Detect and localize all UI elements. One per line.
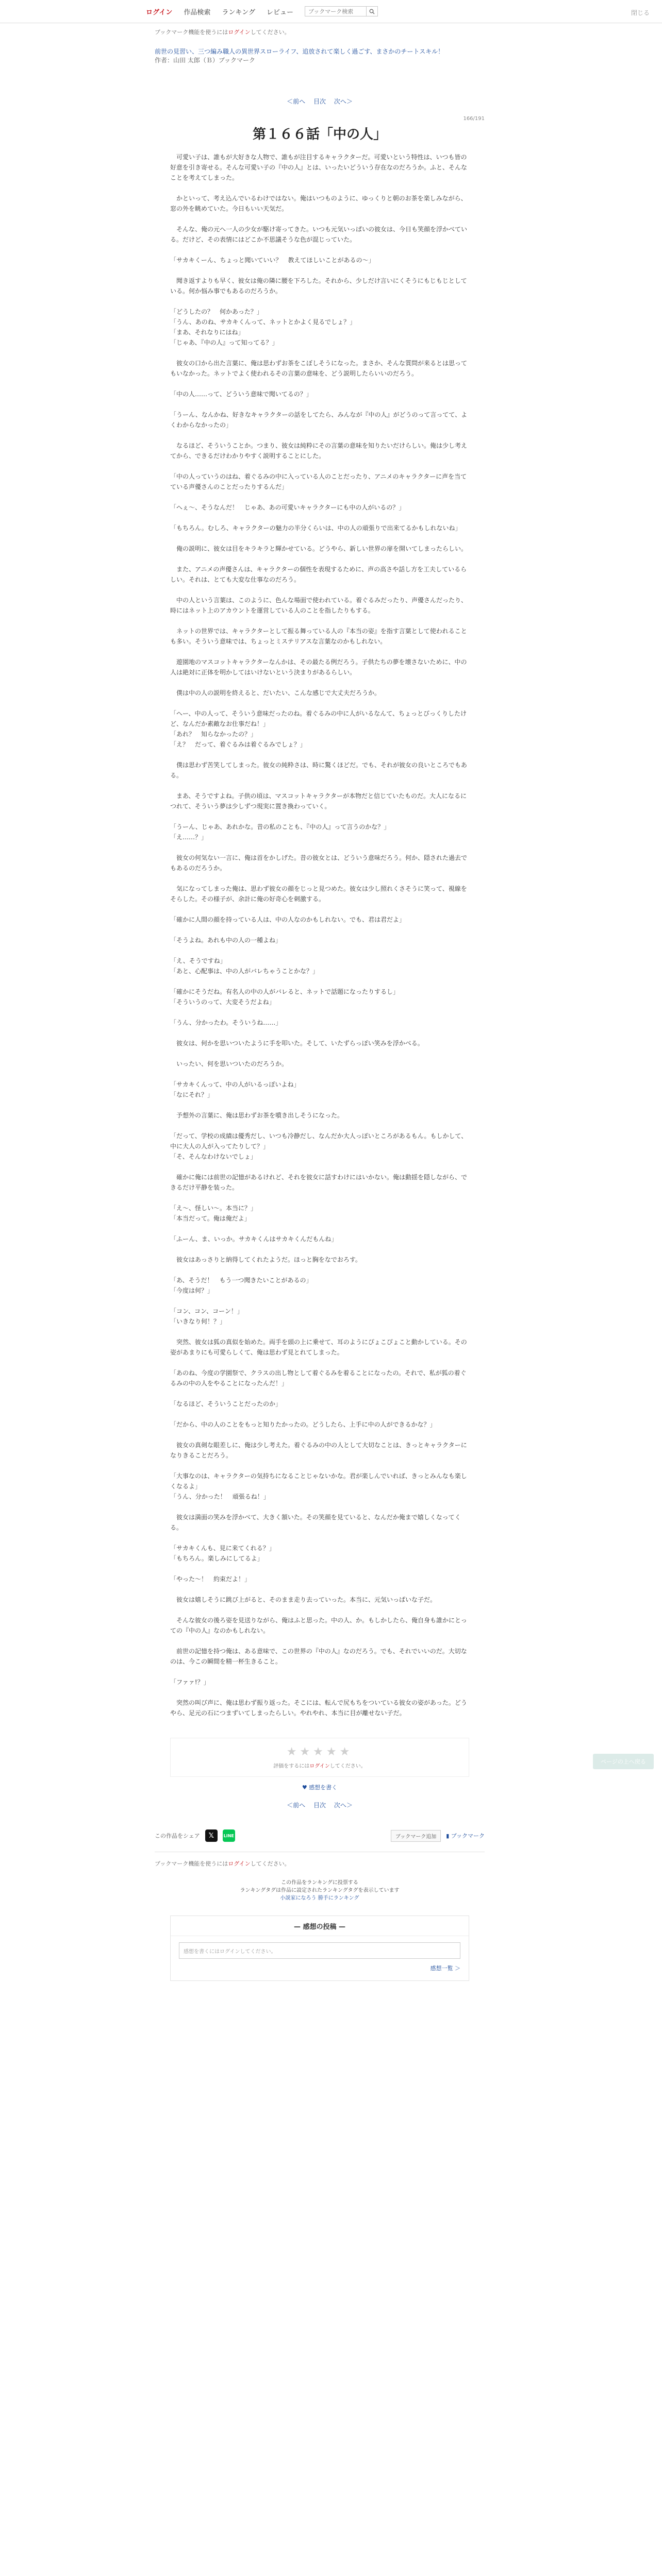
share-right [391,1830,485,1842]
body-paragraph: 「え～、怪しい～。本当に？」 「本当だって。俺は俺だよ」 [170,1205,257,1222]
body-paragraph: 「なるほど、そういうことだったのか」 [170,1400,282,1408]
author-line: 作者：山田 太郎（Ｂ）ブックマーク [155,57,255,64]
body-paragraph: 突然の叫び声に、俺は思わず振り返った。そこには、転んで尻もちをついている彼女の姿があった。どうやら、足元の石につまずいてしまったらしい。やれやれ、本当に目が離せない子だ。 [170,1699,467,1717]
body-paragraph: 彼女は満面の笑みを浮かべて、大きく頷いた。その笑顔を見ていると、なんだか俺まで嬉しくなってくる。 [170,1514,461,1531]
prev-link-bottom[interactable]: ＜前へ [287,1802,306,1809]
impressions-input[interactable]: 感想を書くにはログインしてください。 [179,1942,460,1959]
back-to-top-button[interactable]: ページの上へ戻る [593,1754,654,1769]
ranking-line-2: ランキングタグは作品に設定されたランキングタグを表示しています [240,1888,400,1893]
body-paragraph: 「だって、学校の成績は優秀だし、いつも冷静だし、なんだか大人っぽいところがあるもん。もしかして、中に大人の人が入ってたりして？」 「そ、そんなわけないでしょ」 [170,1132,468,1160]
review-link[interactable]: レビュー [267,8,294,16]
login-notice-bottom [155,1859,485,1868]
body-paragraph: 「やった～！ 約束だよ！」 [170,1575,251,1583]
body-paragraph: 「コン、コン、コーン！」 「いきなり何！？」 [170,1308,243,1325]
x-icon[interactable]: 𝕏 [205,1829,218,1842]
body-paragraph: 彼女の真剣な眼差しに、俺は少し考えた。着ぐるみの中の人として大切なことは、きっとキャラクターになりきることだろう。 [170,1442,467,1459]
breadcrumb [155,47,485,65]
body-paragraph: 僕は思わず苦笑してしまった。彼女の純粋さは、時に驚くほどだ。でも、それが彼女の良いところでもある。 [170,761,467,779]
body-paragraph: 遊園地のマスコットキャラクターなんかは、その最たる例だろう。子供たちの夢を壊さないために、中の人は絶対に正体を明かしてはいけないという決まりがあるらしい。 [170,658,467,676]
body-paragraph: 中の人という言葉は、このように、色んな場面で使われている。着ぐるみだったり、声優さんだったり、時にはネット上のアカウントを運営している人のことを指したりもする。 [170,597,468,614]
ranking-section [155,1879,485,1902]
body-paragraph: なるほど、そういうことか。つまり、彼女は純粋にその言葉の意味を知りたいだけらしい。俺は少し考えてから、できるだけわかりやすく説明することにした。 [170,442,468,460]
nav-links [146,6,378,16]
top-navigation-bar [0,0,662,23]
body-paragraph: 俺の説明に、彼女は目をキラキラと輝かせている。どうやら、新しい世界の扉を開いてしまったらしい。 [170,545,468,552]
login-notice-bottom-prefix: ブックマーク機能を使うには [155,1860,228,1867]
impressions-body [171,1936,469,1980]
chapter-body [155,152,485,1718]
login-notice-link[interactable]: ログイン [228,29,251,36]
main-content [155,28,485,1981]
rating-box [170,1738,469,1777]
pager-top [155,97,485,106]
body-paragraph: 「サカキくんって、中の人がいるっぽいよね」 「なにそれ？」 [170,1081,300,1098]
body-paragraph: 彼女はあっさりと納得してくれたようだ。ほっと胸をなでおろす。 [170,1256,361,1263]
body-paragraph: 「確かに人間の顔を持っている人は、中の人なのかもしれない。でも、君は君だよ」 [170,916,406,923]
close-link[interactable]: 閉じる [631,9,650,16]
body-paragraph: 「うーん、じゃあ、あれかな。昔の私のことも、『中の人』って言うのかな？」 「え……？」 [170,823,390,841]
body-paragraph: 「あ、そうだ！ もう一つ聞きたいことがあるの」 「今度は何？」 [170,1277,312,1294]
body-paragraph: 確かに俺には前世の記憶があるけれど、それを彼女に話すわけにはいかない。俺は動揺を隠しながら、できるだけ平静を装った。 [170,1174,468,1191]
body-paragraph: 「うん、分かったわ。そういうね……」 [170,1019,282,1026]
body-paragraph: 「へぇ～、そうなんだ！ じゃあ、あの可愛いキャラクターにも中の人がいるの？」 [170,504,405,511]
login-notice-suffix: してください。 [250,29,290,36]
ranking-line-1: この作品をランキングに投票する [281,1880,358,1886]
body-paragraph: 「え、そうですね」 「あと、心配事は、中の人がバレちゃうことかな？」 [170,957,319,975]
body-paragraph: 「大事なのは、キャラクターの気持ちになることじゃないかな。君が楽しんでいれば、きっとみんなも楽しくなるよ」 「うん、分かった！ 頑張るね！」 [170,1472,467,1500]
pager-bottom [155,1801,485,1809]
chapter-title: 第１６６話「中の人」 [252,127,387,142]
body-paragraph: 気になってしまった俺は、思わず彼女の顔をじっと見つめた。彼女は少し照れくさそうに笑って、視線をそらした。その様子が、余計に俺の好奇心を刺激する。 [170,885,467,903]
body-paragraph: 「サカキくんも、見に来てくれる？」 「もちろん。楽しみにしてるよ」 [170,1545,275,1562]
body-paragraph: 僕は中の人の説明を終えると、だいたい、こんな感じで大丈夫だろうか。 [170,689,381,697]
page-number: 166/191 [463,116,485,122]
rating-note-prefix: 評価をするには [273,1764,310,1769]
rating-login-link[interactable]: ログイン [309,1764,330,1769]
ranking-link[interactable]: ランキング [222,8,255,16]
body-paragraph: 彼女の何気ない一言に、俺は首をかしげた。昔の彼女とは、どういう意味だろう。何か、隠された過去でもあるのだろうか。 [170,854,468,872]
bookmark-search-input[interactable] [305,6,367,16]
ranking-link[interactable]: 小説家になろう 勝手にランキング [280,1895,359,1901]
body-paragraph: 「へー、中の人って、そういう意味だったのね。着ぐるみの中に人がいるなんて、ちょっとびっくりしたけど、なんだか素敵なお仕事だね！」 「あれ？ 知らなかったの？」 「え？ だって、着ぐるみは着ぐるみでしょ？」 [170,710,467,748]
body-paragraph: 「確かにそうだね。有名人の中の人がバレると、ネットで話題になったりするし」 「そういうのって、大変そうだよね」 [170,988,400,1006]
login-link[interactable]: ログイン [146,8,173,16]
next-link[interactable]: 次へ＞ [334,98,353,105]
bookmark-link[interactable]: ▮ ブックマーク [446,1833,485,1839]
body-paragraph: 「ファァ!？」 [170,1679,210,1686]
body-paragraph: ネットの世界では、キャラクターとして振る舞っている人の『本当の姿』を指す言葉として使われることも多い。そういう意味では、ちょっとミステリアスな言葉なのかもしれない。 [170,628,467,645]
impressions-list-link[interactable]: 感想一覧 ＞ [430,1965,460,1972]
body-paragraph: 前世の記憶を持つ俺は、ある意味で、この世界の『中の人』なのだろう。でも、それでいいのだ。大切なのは、今この瞬間を精一杯生きること。 [170,1648,467,1665]
bookmark-search [305,6,378,16]
body-paragraph: 聞き返すよりも早く、彼女は俺の隣に腰を下ろした。それから、少しだけ言いにくそうにもじもじとしている。何か悩み事でもあるのだろうか。 [170,277,467,295]
body-paragraph: 「だから、中の人のことをもっと知りたかったの。どうしたら、上手に中の人ができるかな？」 [170,1421,436,1428]
body-paragraph: 予想外の言葉に、俺は思わずお茶を噴き出しそうになった。 [170,1112,344,1119]
login-notice-prefix: ブックマーク機能を使うには [155,29,228,36]
rating-note [171,1761,469,1769]
share-label: この作品をシェア [155,1833,200,1839]
login-notice-bottom-suffix: してください。 [250,1860,290,1867]
body-paragraph: 「ふーん、ま、いっか。サカキくんはサカキくんだもんね」 [170,1235,338,1243]
body-paragraph: そんな彼女の後ろ姿を見送りながら、俺はふと思った。中の人、か。もしかしたら、俺自身も誰かにとっての『中の人』なのかもしれない。 [170,1617,467,1634]
body-paragraph: 可愛い子は、誰もが大好きな人物で、誰もが注目するキャラクターだ。可愛いという特性は、いつも皆の好意を引き寄せる。そんな可愛い子の『中の人』とは、いったいどういう存在なのだろうか。ふと、そんなことを考えてしまった。 [170,154,468,181]
impressions-box [170,1916,469,1981]
login-notice-bottom-link[interactable]: ログイン [228,1860,251,1867]
body-paragraph: 「もちろん。むしろ、キャラクターの魅力の半分くらいは、中の人の頑張りで出来てるかもしれないね」 [170,524,461,532]
rating-stars[interactable]: ★★★★★ [286,1745,353,1758]
work-search-link[interactable]: 作品検索 [184,8,211,16]
next-link-bottom[interactable]: 次へ＞ [334,1802,353,1809]
line-icon[interactable]: LINE [223,1829,235,1842]
search-icon[interactable] [367,6,378,16]
body-paragraph: 「どうしたの？ 何かあった？」 「うん、あのね、サカキくんって、ネットとかよく見るでしょ？」 「まあ、それなりにはね」 「じゃあ、『中の人』って知ってる？」 [170,308,356,346]
body-paragraph: 「うーん、なんかね、好きなキャラクターの話をしてたら、みんなが『中の人』がどうのって言ってて、よくわからなかったの」 [170,411,468,429]
body-paragraph: 彼女は、何かを思いついたように手を叩いた。そして、いたずらっぽい笑みを浮かべる。 [170,1040,424,1047]
body-paragraph: 突然、彼女は狐の真似を始めた。両手を頭の上に乗せて、耳のようにぴょこぴょこと動かしている。その姿があまりにも可愛らしくて、俺は思わず見とれてしまった。 [170,1338,467,1356]
prev-link[interactable]: ＜前へ [287,98,306,105]
body-paragraph: 「サカキくーん、ちょっと聞いていい？ 教えてほしいことがあるの～」 [170,257,375,264]
login-notice [155,28,485,36]
write-impression-link[interactable]: ♥ 感想を書く [302,1784,338,1791]
body-paragraph: いったい、何を思いついたのだろうか。 [170,1060,288,1067]
body-paragraph: 「中の人っていうのはね、着ぐるみの中に入っている人のことだったり、アニメのキャラクターに声を当てている声優さんのことだったりするんだ」 [170,473,467,490]
share-row [155,1828,485,1843]
body-paragraph: そんな、俺の元へ一人の少女が駆け寄ってきた。いつも元気いっぱいの彼女は、今日も笑顔を浮かべている。だけど、その表情にはどこか不思議そうな色が混じっていた。 [170,226,468,243]
body-paragraph: 「中の人……って、どういう意味で聞いてるの？」 [170,391,312,398]
bookmark-link-label: ブックマーク [451,1833,485,1839]
impressions-title: — 感想の投稿 — [171,1916,469,1936]
rating-note-suffix: してください。 [329,1764,366,1769]
body-paragraph: かといって、考え込んでいるわけではない。俺はいつものように、ゆっくりと朝のお茶を楽しみながら、窓の外を眺めていた。今日もいい天気だ。 [170,195,467,212]
index-link-bottom[interactable]: 目次 [313,1802,326,1809]
body-paragraph: 「あのね、今度の学園祭で、クラスの出し物として着ぐるみを着ることになったの。それで、私が狐の着ぐるみの中の人をやることになったんだ！」 [170,1369,467,1387]
index-link[interactable]: 目次 [313,98,326,105]
body-paragraph: まあ、そうですよね。子供の頃は、マスコットキャラクターが本物だと信じていたものだ。大人になるにつれて、そういう夢は少しずつ現実に置き換わっていく。 [170,792,467,810]
body-paragraph: 彼女は嬉しそうに跳び上がると、そのまま走り去っていった。本当に、元気いっぱいな子だ。 [170,1596,437,1603]
body-paragraph: また、アニメの声優さんは、キャラクターの個性を表現するために、声の高さや話し方を工夫しているらしい。それは、とても大変な仕事なのだろう。 [170,566,467,583]
body-paragraph: 彼女の口から出た言葉に、俺は思わずお茶をこぼしそうになった。まさか、そんな質問が来るとは思ってもいなかった。ネットでよく使われるその言葉の意味を、どう説明したらいいのだろう。 [170,360,468,377]
series-title-link[interactable]: 前世の見習い、三つ編み職人の異世界スローライフ、追放されて楽しく過ごす、まさかのチートスキル！ [155,48,444,55]
body-paragraph: 「そうよね。あれも中の人の一種よね」 [170,937,282,944]
bookmark-add-button[interactable]: ブックマーク追加 [391,1830,441,1842]
